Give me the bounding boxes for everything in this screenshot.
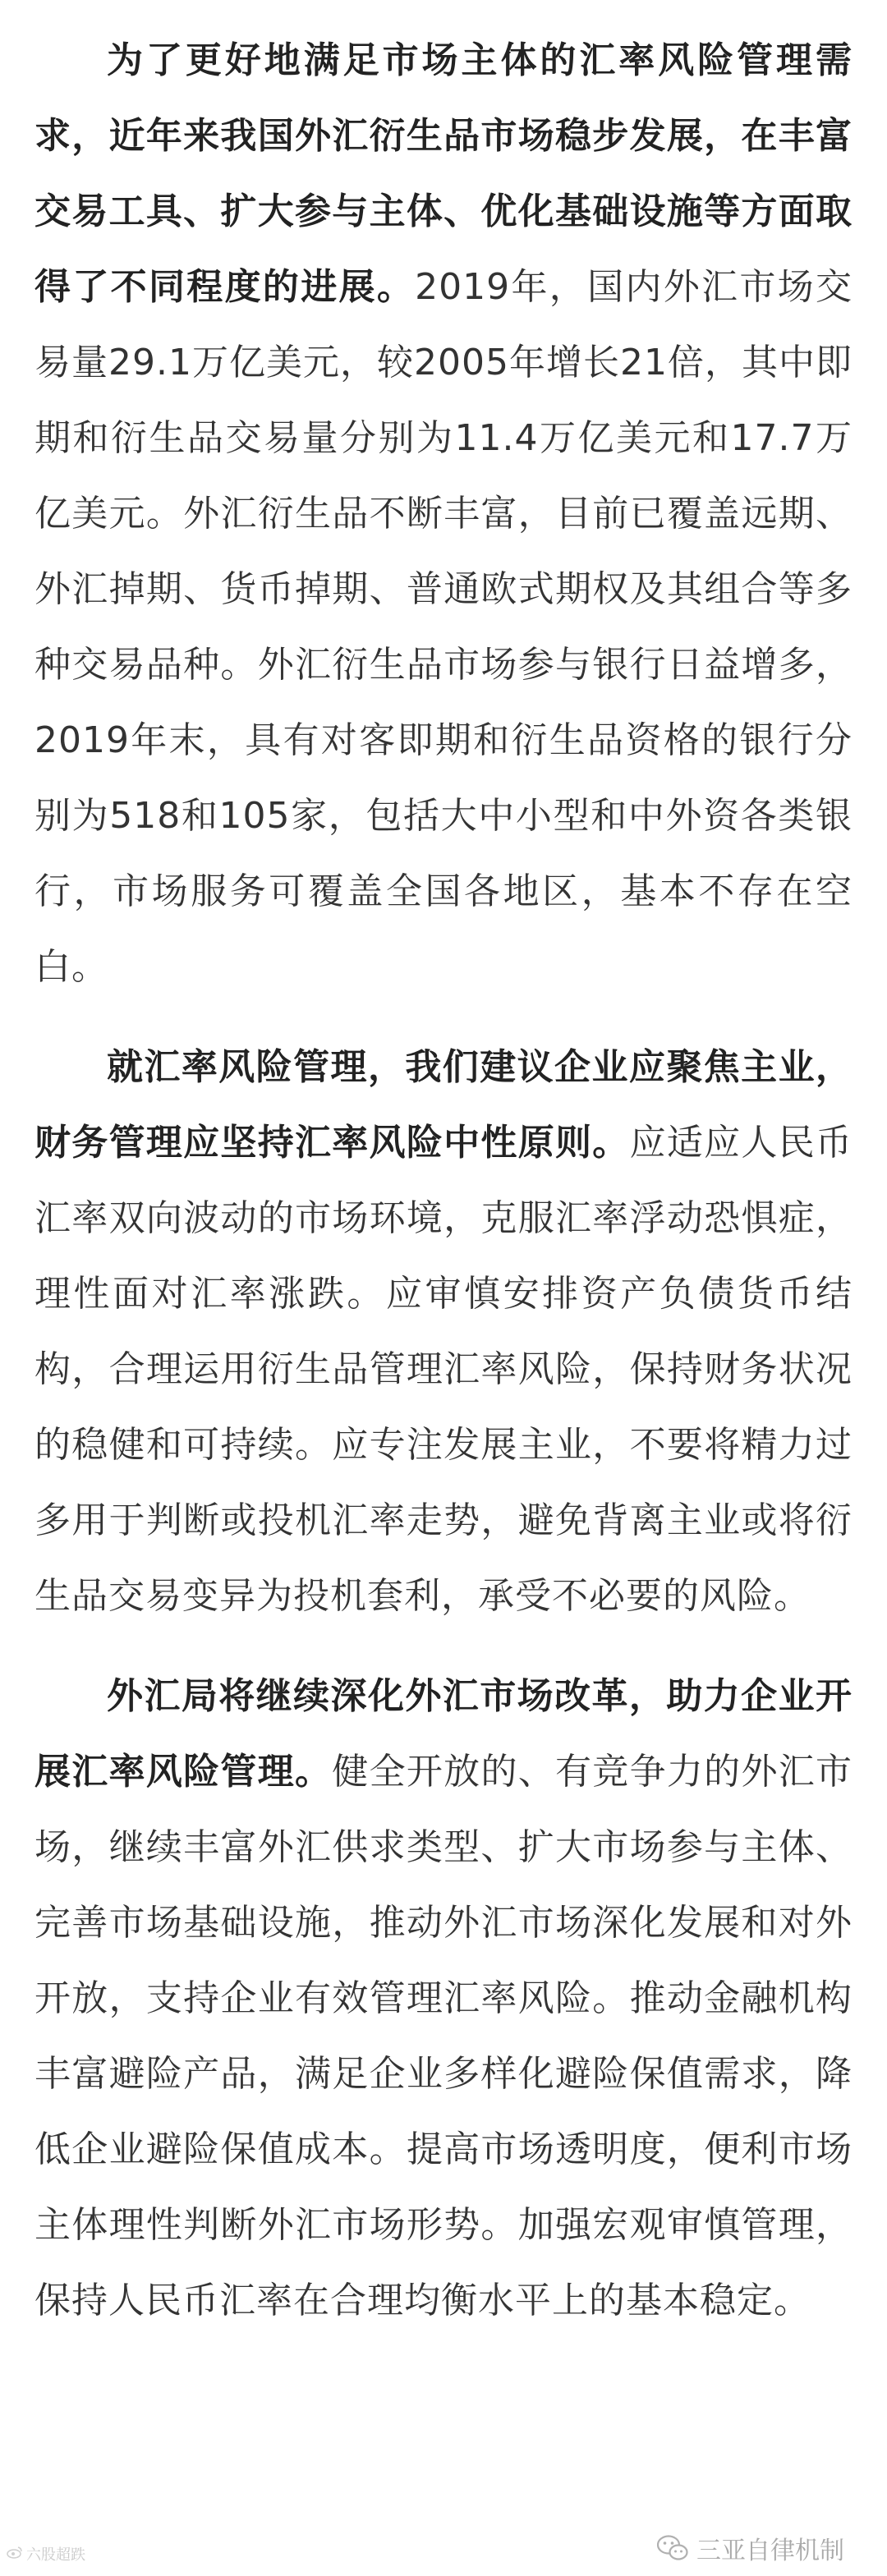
wechat-account-watermark — [657, 2530, 844, 2566]
paragraph-2-body: 应适应人民币汇率双向波动的市场环境，克服汇率浮动恐惧症，理性面对汇率涨跌。应审慎安排资产负债货币结构，合理运用衍生品管理汇率风险，保持财务状况的稳健和可持续。应专注发展主业，不要将精力过多用于判断或投机汇率走势，避免背离主业或将衍生品交易变异为投机套利，承受不必要的风险。 — [34, 1122, 853, 1617]
wechat-icon — [657, 2535, 688, 2561]
paragraph-1-lead: 为了更好地满足市场主体的汇率风险管理需求，近年来我国外汇衍生品市场稳步发展，在丰富交易工具、扩大参与主体、优化基础设施等方面取得了不同程度的进展。 — [34, 39, 853, 308]
wechat-account-name: 三亚自律机制 — [696, 2537, 844, 2565]
paragraph-3-lead: 外汇局将继续深化外汇市场改革，助力企业开展汇率风险管理。 — [34, 1675, 853, 1793]
paragraph-2 — [34, 1030, 853, 1634]
weibo-icon — [7, 2546, 23, 2563]
footer — [0, 2519, 887, 2576]
corner-watermark-text: 六股超跌 — [26, 2546, 85, 2564]
paragraph-2-lead: 就汇率风险管理，我们建议企业应聚焦主业，财务管理应坚持汇率风险中性原则。 — [34, 1046, 853, 1164]
paragraph-1 — [34, 23, 853, 1005]
paragraph-3 — [34, 1659, 853, 2339]
paragraph-1-body: 2019年，国内外汇市场交易量29.1万亿美元，较2005年增长21倍，其中即期和衍生品交易量分别为11.4万亿美元和17.7万亿美元。外汇衍生品不断丰富，目前已覆盖远期、外汇掉期、货币掉期、普通欧式期权及其组合等多种交易品种。外汇衍生品市场参与银行日益增多，2019年末，具有对客即期和衍生品资格的银行分别为518和105家，包括大中小型和中外资各类银行，市场服务可覆盖全国各地区，基本不存在空白。 — [34, 266, 853, 988]
corner-watermark — [7, 2543, 85, 2565]
paragraph-3-body: 健全开放的、有竞争力的外汇市场，继续丰富外汇供求类型、扩大市场参与主体、完善市场基础设施，推动外汇市场深化发展和对外开放，支持企业有效管理汇率风险。推动金融机构丰富避险产品，满足企业多样化避险保值需求，降低企业避险保值成本。提高市场透明度，便利市场主体理性判断外汇市场形势。加强宏观审慎管理，保持人民币汇率在合理均衡水平上的基本稳定。 — [34, 1751, 853, 2321]
